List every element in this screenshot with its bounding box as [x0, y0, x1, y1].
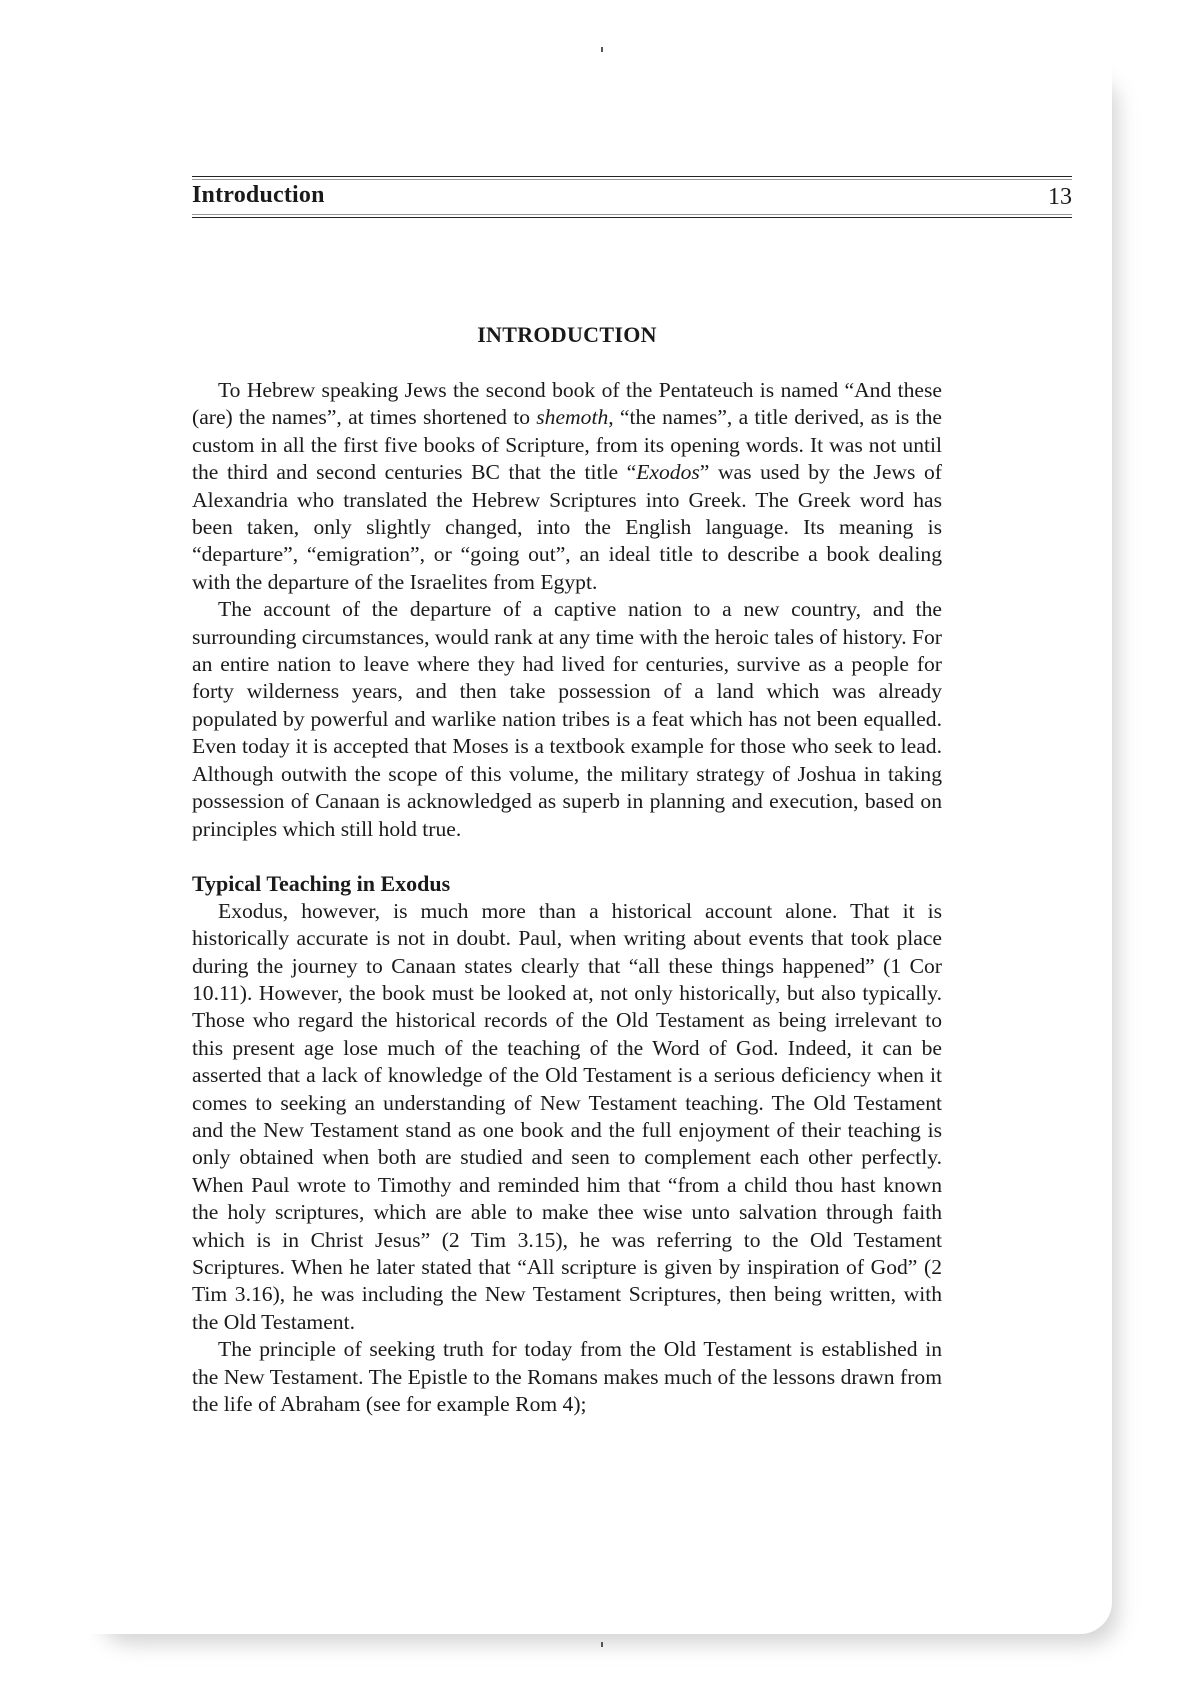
paragraph-3: Exodus, however, is much more than a historical account alone. That it is historically accurate is not in doubt. Paul, when writing about events that took place during the journey to Canaan states clearly that “all these things happened” (1 Cor 10.11). However, the book must be looked at, not only historically, but also typically. Those who regard the historical records of the Old Testament as being irrelevant to this present age lose much of the teaching of the Word of God. Indeed, it can be asserted that a lack of knowledge of the Old Testament is a serious deficiency when it comes to seeking an understanding of New Testament teaching. The Old Testament and the New Testament stand as one book and the full enjoyment of their teaching is only obtained when both are studied and seen to complement each other perfectly. When Paul wrote to Timothy and reminded him that “from a child thou hast known the holy scriptures, which are able to make thee wise unto salvation through faith which is in Christ Jesus” (2 Tim 3.15), he was referring to the Old Testament Scriptures. When he later stated that “All scripture is given by inspiration of God” (2 Tim 3.16), he was including the New Testament Scriptures, then being written, with the Old Testament.: [192, 898, 942, 1334]
crop-mark-top: [601, 47, 603, 52]
term-shemoth: shemoth: [536, 405, 609, 430]
running-header: [192, 176, 1072, 218]
paragraph-1-part-a: To Hebrew speaking Jews the second book of the Pentateuch is named “And these (are) the names”, at times shortened to: [192, 378, 942, 430]
term-exodos: Exodos: [636, 460, 700, 485]
running-header-title: Introduction: [192, 182, 325, 208]
page-number: 13: [1048, 184, 1072, 210]
paragraph-1: [192, 377, 942, 596]
paragraph-1-part-c: , “the names”, a title derived, as is the custom in all the first five books of Scripture, from its opening words. It was not until the third and second centuries BC that the title “: [192, 405, 942, 485]
chapter-title: INTRODUCTION: [477, 322, 657, 347]
crop-mark-bottom: [601, 1642, 603, 1647]
paragraph-2: The account of the departure of a captive nation to a new country, and the surrounding circumstances, would rank at any time with the heroic tales of history. For an entire nation to leave where they had lived for centuries, survive as a people for forty wilderness years, and then take possession of a land which was already populated by powerful and warlike nation tribes is a feat which has not been equalled. Even today it is accepted that Moses is a textbook example for those who seek to lead. Although outwith the scope of this volume, the military strategy of Joshua in taking possession of Canaan is acknowledged as superb in planning and execution, based on principles which still hold true.: [192, 597, 943, 841]
paragraph-1-part-e: ” was used by the Jews of Alexandria who translated the Hebrew Scriptures into Greek. The Greek word has been taken, only slightly changed, into the English language. Its meaning is “departure”, “emigration”, or “going out”, an ideal title to describe a book dealing with the departure of the Israelites from Egypt.: [192, 460, 942, 594]
section-heading: Typical Teaching in Exodus: [192, 871, 451, 897]
body-text: [192, 377, 942, 1418]
paragraph-4: The principle of seeking truth for today from the Old Testament is established in the New Testament. The Epistle to the Romans makes much of the lessons drawn from the life of Abraham (see for example Rom 4);: [192, 1337, 942, 1417]
